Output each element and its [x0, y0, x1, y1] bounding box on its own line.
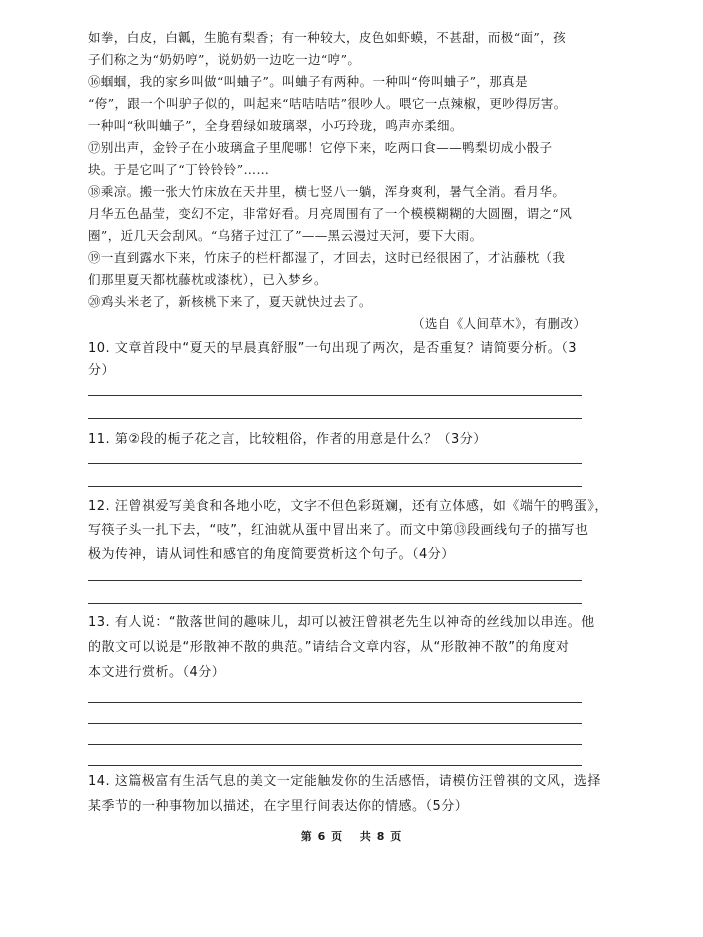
answer-line[interactable]: [88, 580, 582, 581]
question-number: 10.: [88, 341, 111, 356]
answer-line[interactable]: [88, 702, 582, 703]
passage-line: 圈”，近几天会刮风。“乌猪子过江了”——黑云漫过天河，要下大雨。: [88, 228, 483, 243]
passage-line: ⑯蝈蝈，我的家乡叫做“叫蛐子”。叫蛐子有两种。一种叫“侉叫蛐子”，那真是: [88, 74, 528, 89]
page-footer: [0, 828, 703, 844]
question-line: 写筷子头一扎下去，“吱”，红油就从蛋中冒出来了。而文中第⑬段画线句子的描写也: [88, 523, 589, 538]
question-text: [88, 340, 577, 357]
answer-line[interactable]: [88, 765, 582, 766]
passage-line: 子们称之为“奶奶哼”，说奶奶一边吃一边“哼”。: [88, 52, 361, 67]
question-text: [88, 431, 487, 448]
passage-line: ⑳鸡头米老了，新核桃下来了，夏天就快过去了。: [88, 294, 372, 309]
page-number: 第 6 页: [300, 830, 344, 843]
passage-line: ⑰别出声，金铃子在小玻璃盒子里爬哪！它停下来，吃两口食——鸭梨切成小骰子: [88, 140, 553, 155]
question-line: 文章首段中“夏天的早晨真舒服”一句出现了两次，是否重复？请简要分析。（3: [114, 341, 578, 356]
page-total: 共 8 页: [359, 830, 403, 843]
passage-line: 块。于是它叫了“丁铃铃铃”……: [88, 162, 270, 177]
passage-line: 一种叫“秋叫蛐子”，全身碧绿如玻璃翠，小巧玲珑，鸣声亦柔细。: [88, 118, 463, 133]
question-line: 有人说：“散落世间的趣味儿，却可以被汪曾祺老先生以神奇的丝线加以串连。他: [114, 615, 595, 630]
question-line: 极为传神，请从词性和感官的角度简要赏析这个句子。（4分）: [88, 547, 455, 562]
question-number: 13.: [88, 615, 111, 630]
question-line: 本文进行赏析。（4分）: [88, 665, 226, 680]
passage-line: ⑲一直到露水下来，竹床子的栏杆都湿了，才回去，这时已经很困了，才沾藤枕（我: [88, 250, 566, 265]
passage-line: ⑱乘凉。搬一张大竹床放在天井里，横七竖八一躺，浑身爽利，暑气全消。看月华。: [88, 184, 566, 199]
passage-line: 如拳，白皮，白瓤，生脆有梨香；有一种较大，皮色如虾蟆，不甚甜，而极“面”，孩: [88, 30, 566, 45]
passage-source: （选自《人间草木》，有删改）: [412, 316, 587, 331]
question-line: 这篇极富有生活气息的美文一定能触发你的生活感悟，请模仿汪曾祺的文风，选择: [114, 774, 601, 789]
answer-line[interactable]: [88, 395, 582, 396]
question-line: 分）: [88, 363, 116, 378]
question-number: 14.: [88, 774, 111, 789]
passage-line: “侉”，跟一个叫驴子似的，叫起来“咭咭咭咭”很吵人。喂它一点辣椒，更吵得厉害。: [88, 96, 567, 111]
question-text: [88, 498, 608, 515]
question-line: 第②段的栀子花之言，比较粗俗，作者的用意是什么？（3分）: [114, 432, 487, 447]
question-text: [88, 614, 595, 631]
question-number: 11.: [88, 432, 111, 447]
question-line: 汪曾祺爱写美食和各地小吃，文字不但色彩斑斓，还有立体感，如《端午的鸭蛋》，: [114, 499, 608, 514]
answer-line[interactable]: [88, 418, 582, 419]
question-text: [88, 773, 601, 790]
question-line: 某季节的一种事物加以描述，在字里行间表达你的情感。（5分）: [88, 799, 469, 814]
passage-line: 月华五色晶莹，变幻不定，非常好看。月亮周围有了一个模模糊糊的大圆圈，谓之“风: [88, 206, 573, 221]
answer-line[interactable]: [88, 603, 582, 604]
answer-line[interactable]: [88, 463, 582, 464]
question-number: 12.: [88, 499, 111, 514]
question-line: 的散文可以说是“形散神不散的典范。”请结合文章内容，从“形散神不散”的角度对: [88, 640, 570, 655]
passage-line: 们那里夏天都枕藤枕或漆枕），已入梦乡。: [88, 272, 327, 287]
answer-line[interactable]: [88, 486, 582, 487]
answer-line[interactable]: [88, 744, 582, 745]
answer-line[interactable]: [88, 723, 582, 724]
